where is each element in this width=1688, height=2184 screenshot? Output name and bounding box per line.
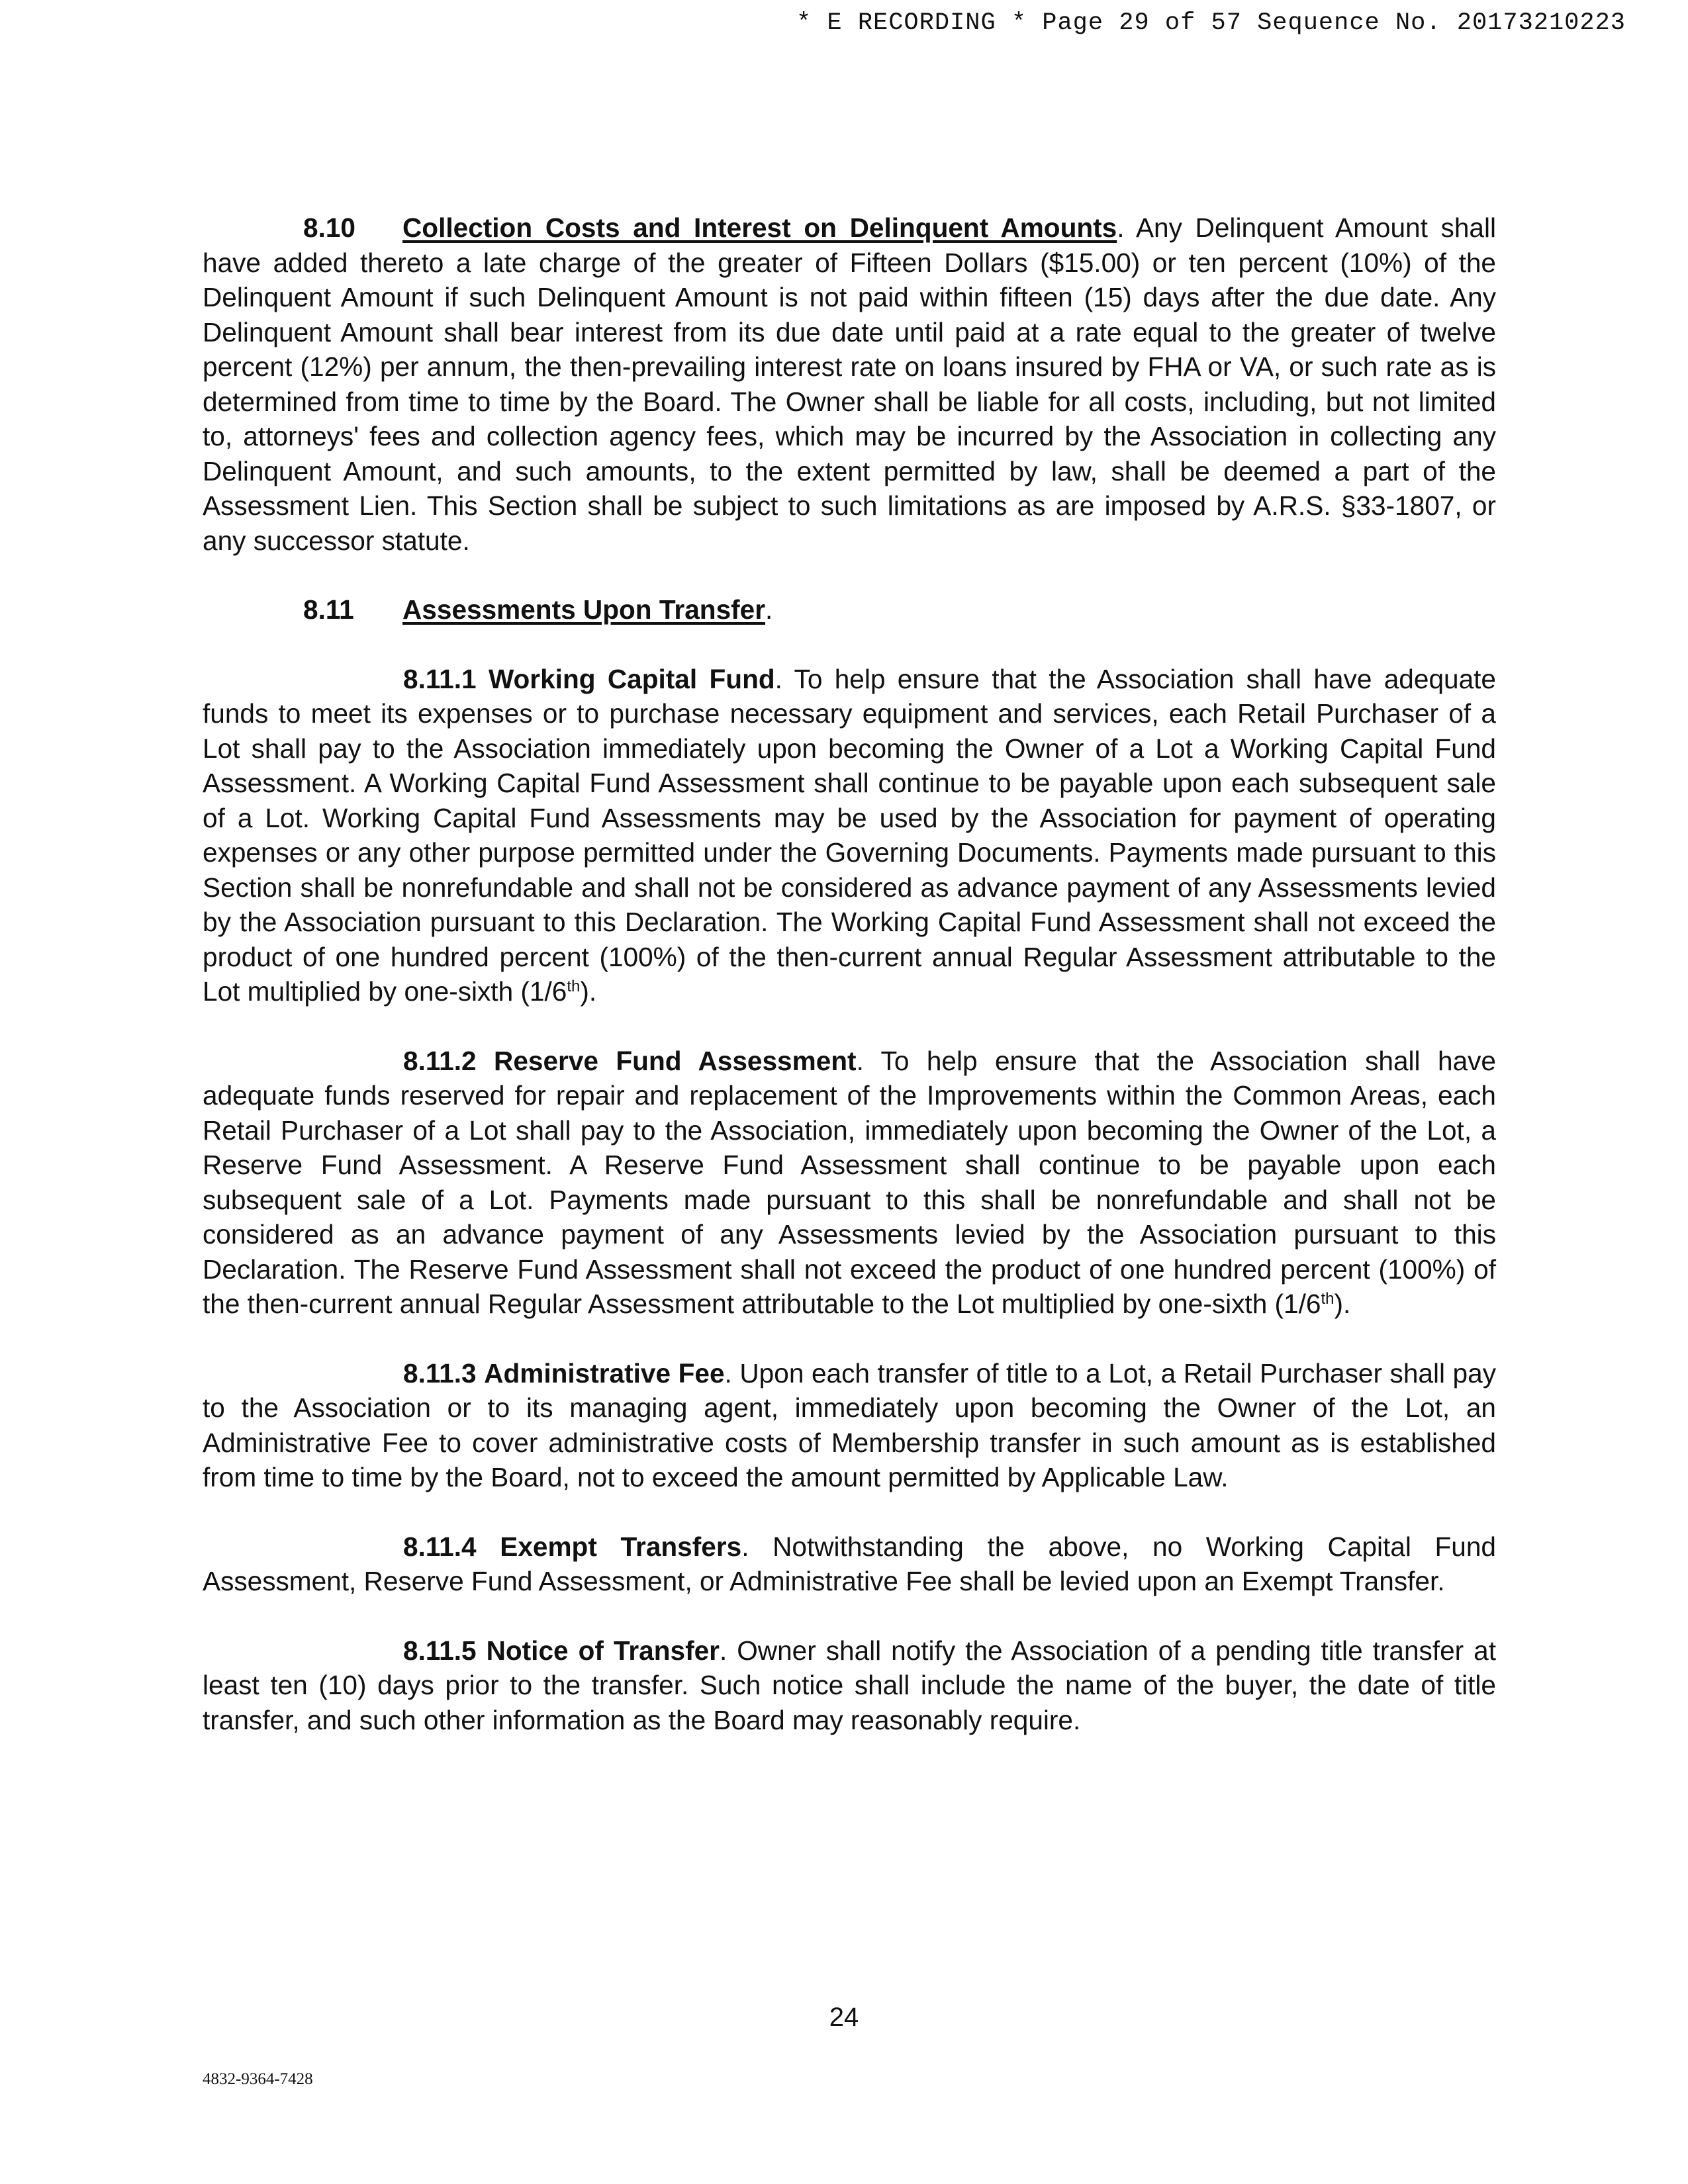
subsection-text: . To help ensure that the Association shall have adequate funds reserved for repair and replacement of the Improvements within the Common Areas, each Retail Purchaser of a Lot shall pay to the Association, immediately upon becoming the Owner of the Lot, a Reserve Fund Assessment. A Reserve Fund Assessment shall continue to be payable upon each subsequent sale of a Lot. Payments made pursuant to this shall be nonrefundable and shall not be considered as an advance payment of any Assessments levied by the Association pursuant to this Declaration. The Reserve Fund Assessment shall not exceed the product of one hundred percent (100%) of the then-current annual Regular Assessment attributable to the Lot multiplied by one-sixth (1/6	[203, 1045, 1496, 1319]
section-8-11-1	[203, 662, 1496, 1009]
subsection-end: ).	[580, 976, 597, 1007]
section-number: 8.11	[303, 594, 354, 625]
section-title: Collection Costs and Interest on Delinquent Amounts	[402, 212, 1117, 243]
subsection-number: 8.11.4	[403, 1531, 477, 1562]
section-title: Assessments Upon Transfer	[402, 594, 766, 625]
document-id: 4832-9364-7428	[203, 2070, 313, 2088]
subsection-number: 8.11.3	[403, 1357, 477, 1388]
section-title-period: .	[765, 594, 773, 625]
document-body	[203, 210, 1496, 1772]
subsection-number: 8.11.2	[403, 1045, 477, 1076]
subsection-text: . Upon each transfer of title to a Lot, a Retail Purchaser shall pay to the Association or to its managing agent, immediately upon becoming the Owner of the Lot, an Administrative Fee to cover administrative costs of Membership transfer in such amount as is established from time to time by the Board, not to exceed the amount permitted by Applicable Law.	[203, 1357, 1496, 1492]
subsection-end: ).	[1334, 1289, 1351, 1319]
section-8-11-3	[203, 1356, 1496, 1495]
section-text: . Any Delinquent Amount shall have added thereto a late charge of the greater of Fifteen Dollars ($15.00) or ten percent (10%) of the Delinquent Amount if such Delinquent Amount is not paid within fifteen (15) days after the due date. Any Delinquent Amount shall bear interest from its due date until paid at a rate equal to the greater of twelve percent (12%) per annum, the then-prevailing interest rate on loans insured by FHA or VA, or such rate as is determined from time to time by the Board. The Owner shall be liable for all costs, including, but not limited to, attorneys' fees and collection agency fees, which may be incurred by the Association in collecting any Delinquent Amount, and such amounts, to the extent permitted by law, shall be deemed a part of the Assessment Lien. This Section shall be subject to such limitations as are imposed by A.R.S. §33-1807, or any successor statute.	[203, 212, 1496, 556]
subsection-title: Reserve Fund Assessment	[494, 1045, 857, 1076]
subsection-text: . Owner shall notify the Association of a pending title transfer at least ten (10) days prior to the transfer. Such notice shall include the name of the buyer, the date of title transfer, and such other information as the Board may reasonably require.	[203, 1635, 1496, 1735]
subsection-number: 8.11.1	[403, 663, 477, 694]
recording-stamp: * E RECORDING * Page 29 of 57 Sequence No. 20173210223	[796, 9, 1626, 37]
subsection-number: 8.11.5	[403, 1635, 477, 1666]
section-8-11-4	[203, 1529, 1496, 1599]
section-8-11-2	[203, 1044, 1496, 1322]
superscript: th	[1321, 1290, 1335, 1308]
subsection-title: Notice of Transfer	[486, 1635, 720, 1666]
section-8-10	[203, 210, 1496, 558]
subsection-title: Working Capital Fund	[488, 663, 775, 694]
section-8-11	[203, 592, 1496, 627]
superscript: th	[567, 978, 581, 995]
section-8-11-5	[203, 1633, 1496, 1738]
page-number: 24	[829, 2003, 859, 2032]
section-number: 8.10	[303, 212, 355, 243]
subsection-text: . Notwithstanding the above, no Working Capital Fund Assessment, Reserve Fund Assessment, or Administrative Fee shall be levied upon an Exempt Transfer.	[203, 1531, 1496, 1596]
subsection-text: . To help ensure that the Association shall have adequate funds to meet its expenses or to purchase necessary equipment and services, each Retail Purchaser of a Lot shall pay to the Association immediately upon becoming the Owner of a Lot a Working Capital Fund Assessment. A Working Capital Fund Assessment shall continue to be payable upon each subsequent sale of a Lot. Working Capital Fund Assessments may be used by the Association for payment of operating expenses or any other purpose permitted under the Governing Documents. Payments made pursuant to this Section shall be nonrefundable and shall not be considered as advance payment of any Assessments levied by the Association pursuant to this Declaration. The Working Capital Fund Assessment shall not exceed the product of one hundred percent (100%) of the then-current annual Regular Assessment attributable to the Lot multiplied by one-sixth (1/6	[203, 663, 1496, 1007]
subsection-title: Exempt Transfers	[500, 1531, 742, 1562]
subsection-title: Administrative Fee	[484, 1357, 725, 1388]
